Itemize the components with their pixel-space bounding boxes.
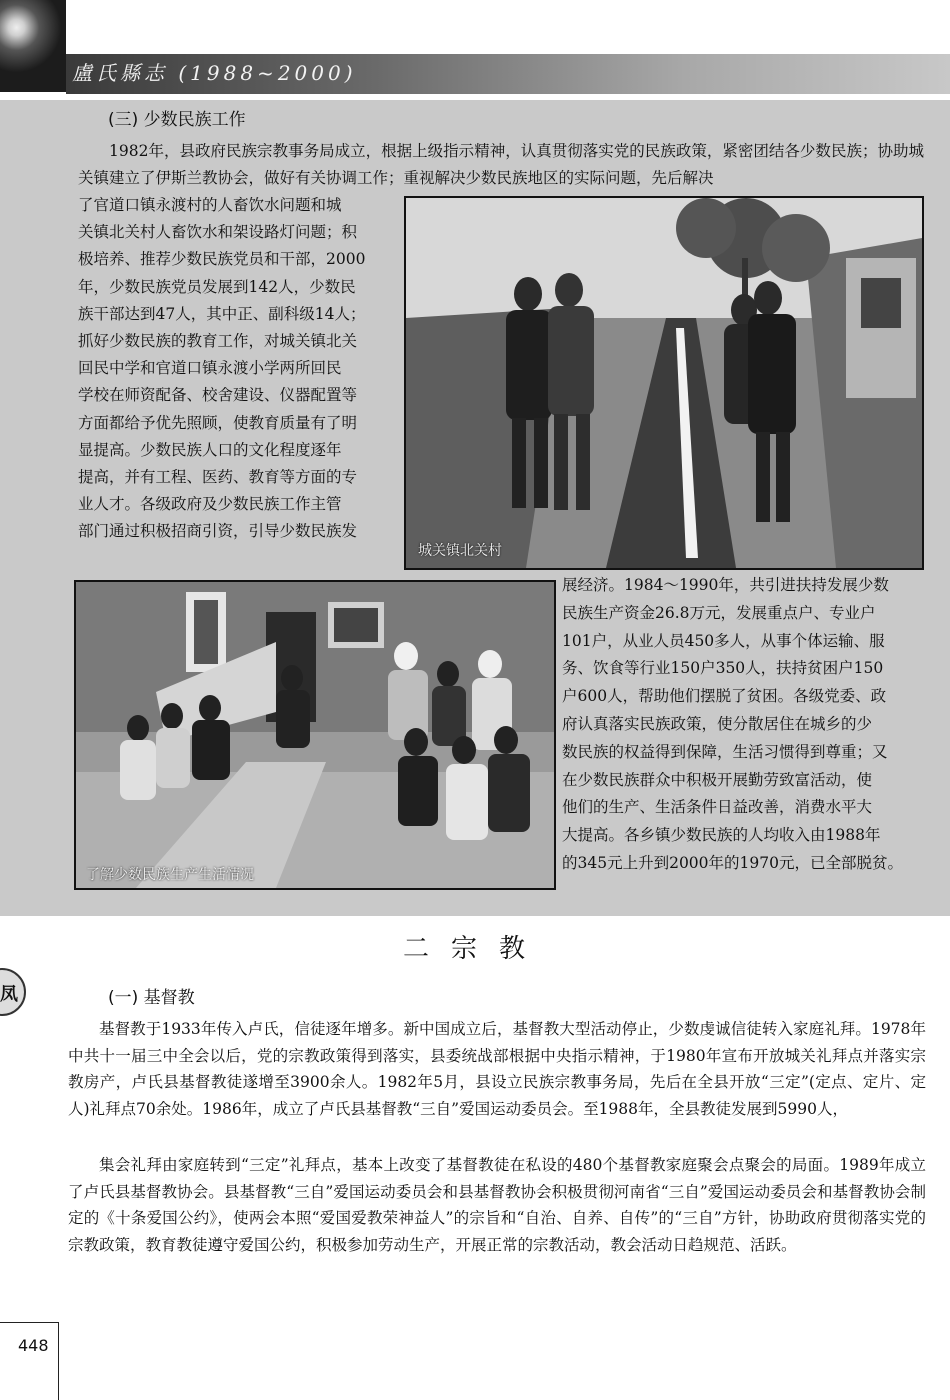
minority-left-line: 了官道口镇永渡村的人畜饮水问题和城 xyxy=(78,196,342,214)
minority-right-line: 数民族的权益得到保障，生活习惯得到尊重；又 xyxy=(562,742,888,761)
minority-right-line: 务、饮食等行业150户350人，扶持贫困户150 xyxy=(562,659,884,678)
side-tab xyxy=(0,968,26,1016)
minority-left-line: 族干部达到47人，其中正、副科级14人； xyxy=(78,304,366,323)
minority-left-line: 提高，并有工程、医药、教育等方面的专 xyxy=(78,468,358,486)
christianity-heading: (一) 基督教 xyxy=(108,988,195,1008)
page-number-rule-vertical xyxy=(58,1322,59,1400)
minority-left-line: 业人才。各级政府及少数民族工作主管 xyxy=(78,495,342,514)
minority-left-line: 年，少数民族党员发展到142人，少数民 xyxy=(78,277,356,296)
minority-right-line: 户600人，帮助他们摆脱了贫困。各级党委、政 xyxy=(562,687,887,706)
photo1-caption: 城关镇北关村 xyxy=(418,543,502,559)
photo-street-pipeline xyxy=(404,196,924,570)
minority-section-heading: (三) 少数民族工作 xyxy=(108,110,246,130)
minority-left-line: 学校在师资配备、校舍建设、仪器配置等 xyxy=(78,386,358,405)
photo2-caption: 了解少数民族生产生活情况 xyxy=(86,867,254,883)
minority-intro-paragraph: 1982年，县政府民族宗教事务局成立，根据上级指示精神，认真贯彻落实党的民族政策，紧密团结各少数民族；协助城关镇建立了伊斯兰教协会，做好有关协调工作；重视解决少数民族地区的实际问题，先后解决 xyxy=(78,142,924,187)
minority-right-line: 他们的生产、生活条件日益改善，消费水平大 xyxy=(562,798,873,817)
minority-right-line: 展经济。1984～1990年，共引进扶持发展少数 xyxy=(562,576,889,594)
page-header xyxy=(0,0,950,100)
side-tab-label: 凤 xyxy=(0,984,18,1005)
religion-section-title: 二宗教 xyxy=(402,934,547,964)
page-number: 448 xyxy=(18,1336,49,1355)
book-title: 盧氏縣志 (1988~2000) xyxy=(72,61,357,85)
minority-right-line: 大提高。各乡镇少数民族的人均收入由1988年 xyxy=(562,826,881,845)
photo-minority-meeting xyxy=(74,580,556,890)
christianity-paragraph-1: 基督教于1933年传入卢氏，信徒逐年增多。新中国成立后，基督教大型活动停止，少数虔诚信徒转入家庭礼拜。1978年中共十一届三中全会以后，党的宗教政策得到落实，县委统战部根据中央指示精神，于1980年宣布开放城关礼拜点并落实宗教房产，卢氏县基督教徒遂增至3900余人。1982年5月，县设立民族宗教事务局，先后在全县开放“三定”(定点、定片、定人)礼拜点70余处。1986年，成立了卢氏县基督教“三自”爱国运动委员会。至1988年，全县教徒发展到5990人， xyxy=(68,1020,926,1118)
minority-right-line: 民族生产资金26.8万元，发展重点户、专业户 xyxy=(562,603,876,622)
page-number-rule-horizontal xyxy=(0,1322,58,1323)
minority-right-line: 101户，从业人员450多人，从事个体运输、服 xyxy=(562,631,885,650)
minority-left-line: 抓好少数民族的教育工作，对城关镇北关 xyxy=(78,332,358,350)
minority-left-line: 显提高。少数民族人口的文化程度逐年 xyxy=(78,440,342,459)
christianity-paragraph-2: 集会礼拜由家庭转到“三定”礼拜点，基本上改变了基督教徒在私设的480个基督教家庭聚会点聚会的局面。1989年成立了卢氏县基督教协会。县基督教“三自”爱国运动委员会和县基督教协会积极贯彻河南省“三自”爱国运动委员会和基督教协会制定的《十条爱国公约》，使两会本照“爱国爱教荣神益人”的宗旨和“自治、自养、自传”的“三自”方针，协助政府贯彻落实党的宗教政策，教育教徒遵守爱国公约，积极参加劳动生产，开展正常的宗教活动，教会活动日趋规范、活跃。 xyxy=(68,1156,926,1254)
minority-left-line: 极培养、推荐少数民族党员和干部，2000 xyxy=(78,250,366,269)
minority-left-line: 关镇北关村人畜饮水和架设路灯问题；积 xyxy=(78,223,358,242)
minority-right-line: 的345元上升到2000年的1970元，已全部脱贫。 xyxy=(562,854,903,872)
minority-right-line: 在少数民族群众中积极开展勤劳致富活动，使 xyxy=(562,770,873,789)
minority-left-line: 回民中学和官道口镇永渡小学两所回民 xyxy=(78,359,342,378)
minority-left-line: 部门通过积极招商引资，引导少数民族发 xyxy=(78,522,358,541)
corner-decoration xyxy=(0,0,66,92)
minority-left-line: 方面都给予优先照顾，使教育质量有了明 xyxy=(78,413,358,432)
minority-right-line: 府认真落实民族政策，使分散居住在城乡的少 xyxy=(562,715,873,733)
